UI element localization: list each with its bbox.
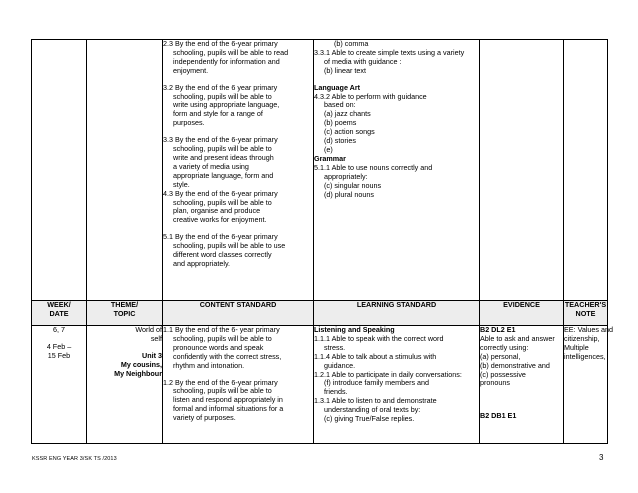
- text-line: Language Art: [314, 82, 361, 92]
- text-line: 4.3.2 Able to perform with guidance: [314, 91, 427, 101]
- text-line: schooling, pupils will be able to: [173, 333, 272, 343]
- header-content-standard: CONTENT STANDARD: [163, 301, 314, 326]
- header-week: [32, 301, 87, 326]
- text-line: Grammar: [314, 153, 346, 163]
- text-line: (b) comma: [334, 39, 369, 48]
- note-cell-empty: [564, 40, 608, 301]
- text-line: schooling, pupils will be able to: [173, 386, 272, 396]
- text-line: (c) possessive: [480, 369, 526, 379]
- text-line: Able to ask and answer: [480, 333, 555, 343]
- text-line: (d) plural nouns: [324, 189, 374, 199]
- text-line: citizenship,: [564, 333, 600, 343]
- header-label-line: WEEK/: [47, 300, 71, 309]
- text-line: (b) linear text: [324, 65, 366, 75]
- text-line: 1.1.4 Able to talk about a stimulus with: [314, 351, 437, 361]
- continuation-row: [32, 40, 608, 301]
- theme-topic-cell: [87, 326, 163, 444]
- header-row: [32, 301, 608, 326]
- text-line: of media with guidance :: [324, 56, 402, 66]
- curriculum-table: [31, 39, 614, 444]
- learning-standard-cell: [314, 40, 480, 301]
- text-line: (c) giving True/False replies.: [324, 414, 415, 424]
- header-evidence: EVIDENCE: [480, 301, 564, 326]
- text-line: schooling, pupils will be able to: [173, 144, 272, 154]
- week-cell-empty: [32, 40, 87, 301]
- text-line: 3.3 By the end of the 6-year primary: [163, 135, 278, 145]
- header-label-line: TOPIC: [113, 308, 136, 318]
- header-label-line: DATE: [49, 308, 69, 318]
- text-line: purposes.: [173, 118, 205, 128]
- text-line: 1.1.1 Able to speak with the correct word: [314, 333, 444, 343]
- text-line: EE: Values and: [564, 325, 614, 334]
- text-line: [480, 396, 563, 404]
- text-line: based on:: [324, 100, 356, 110]
- theme-line: self: [150, 333, 162, 343]
- text-line: (a) personal,: [480, 351, 521, 361]
- header-label-line: NOTE: [575, 308, 596, 318]
- theme-line: My Neighbour: [114, 368, 162, 378]
- text-line: write using appropriate language,: [173, 100, 280, 110]
- theme-line: World of: [135, 325, 162, 334]
- text-line: schooling, pupils will be able to: [173, 91, 272, 101]
- text-line: 1.1 By the end of the 6- year primary: [163, 325, 280, 334]
- text-line: formal and informal situations for a: [173, 404, 284, 414]
- footer-doc-code: KSSR ENG YEAR 3/SK TS /2013: [32, 456, 117, 462]
- text-line: appropriate language, form and: [173, 170, 274, 180]
- text-line: friends.: [324, 387, 348, 397]
- text-line: 3.2 By the end of the 6 year primary: [163, 82, 278, 92]
- text-line: a variety of media using: [173, 161, 249, 171]
- text-line: 4.3 By the end of the 6-year primary: [163, 188, 278, 198]
- text-line: 1.2.1 Able to participate in daily conversations:: [314, 369, 462, 379]
- text-line: 5.1.1 Able to use nouns correctly and: [314, 162, 433, 172]
- theme-line: Unit 3: [142, 350, 162, 360]
- text-line: (c) action songs: [324, 127, 375, 137]
- text-line: (d) stories: [324, 136, 356, 146]
- text-line: independently for information and: [173, 56, 280, 66]
- text-line: 15 Feb: [47, 350, 71, 360]
- text-line: (f) introduce family members and: [324, 378, 430, 388]
- text-line: (a) jazz chants: [324, 109, 371, 119]
- text-line: confidently with the correct stress,: [173, 351, 282, 361]
- text-line: plan, organise and produce: [173, 206, 261, 216]
- evidence-cell-empty: [480, 40, 564, 301]
- text-line: (b) poems: [324, 118, 357, 128]
- text-line: form and style for a range of: [173, 109, 263, 119]
- header-label-line: TEACHER'S: [564, 300, 607, 309]
- text-line: Multiple: [564, 342, 589, 352]
- text-line: different word classes correctly: [173, 250, 272, 260]
- text-line: schooling, pupils will be able to use: [173, 241, 286, 251]
- text-line: intelligences,: [564, 351, 606, 361]
- theme-line: My cousins,: [120, 359, 162, 369]
- learning-standard-cell: [314, 326, 480, 444]
- text-line: schooling, pupils will be able to: [173, 197, 272, 207]
- text-line: 4 Feb –: [46, 341, 72, 351]
- text-line: 2.3 By the end of the 6-year primary: [163, 39, 278, 48]
- header-theme: [87, 301, 163, 326]
- text-line: B2 DL2 E1: [480, 325, 516, 334]
- text-line: and appropriately.: [173, 258, 231, 268]
- text-line: pronounce words and speak: [173, 342, 264, 352]
- text-line: (c) singular nouns: [324, 180, 382, 190]
- text-line: understanding of oral texts by:: [324, 405, 421, 415]
- text-line: 5.1 By the end of the 6-year primary: [163, 232, 278, 242]
- text-line: (e): [324, 144, 333, 154]
- text-line: listen and respond appropriately in: [173, 395, 283, 405]
- text-line: correctly using:: [480, 342, 529, 352]
- text-line: B2 DB1 E1: [480, 411, 517, 421]
- text-line: [480, 388, 563, 396]
- text-line: style.: [173, 179, 190, 189]
- content-standard-cell: [163, 326, 314, 444]
- text-line: 3.3.1 Able to create simple texts using a variety: [314, 47, 465, 57]
- text-line: Listening and Speaking: [314, 325, 395, 334]
- text-line: guidance.: [324, 360, 356, 370]
- text-line: (b) demonstrative and: [480, 360, 550, 370]
- week-date-cell: [32, 326, 87, 444]
- teachers-note-cell: [564, 325, 614, 444]
- theme-cell-empty: [87, 40, 163, 301]
- evidence-cell: [480, 326, 564, 444]
- text-line: variety of purposes.: [173, 413, 236, 423]
- text-line: stress.: [324, 342, 346, 352]
- text-line: write and present ideas through: [173, 152, 274, 162]
- text-line: schooling, pupils will be able to read: [173, 47, 289, 57]
- text-line: enjoyment.: [173, 65, 209, 75]
- text-line: appropriately:: [324, 171, 368, 181]
- text-line: 1.2 By the end of the 6-year primary: [163, 377, 278, 387]
- week-row: [32, 326, 608, 444]
- text-line: pronouns: [480, 378, 510, 388]
- content-standard-cell: [163, 40, 314, 301]
- page-number: 3: [599, 453, 604, 462]
- text-line: 6, 7: [53, 325, 65, 334]
- header-learning-standard: LEARNING STANDARD: [314, 301, 480, 326]
- text-line: rhythm and intonation.: [173, 360, 245, 370]
- header-teachers-note: [564, 301, 608, 326]
- text-line: creative works for enjoyment.: [173, 215, 267, 225]
- text-line: 1.3.1 Able to listen to and demonstrate: [314, 396, 437, 406]
- header-label-line: THEME/: [110, 300, 139, 309]
